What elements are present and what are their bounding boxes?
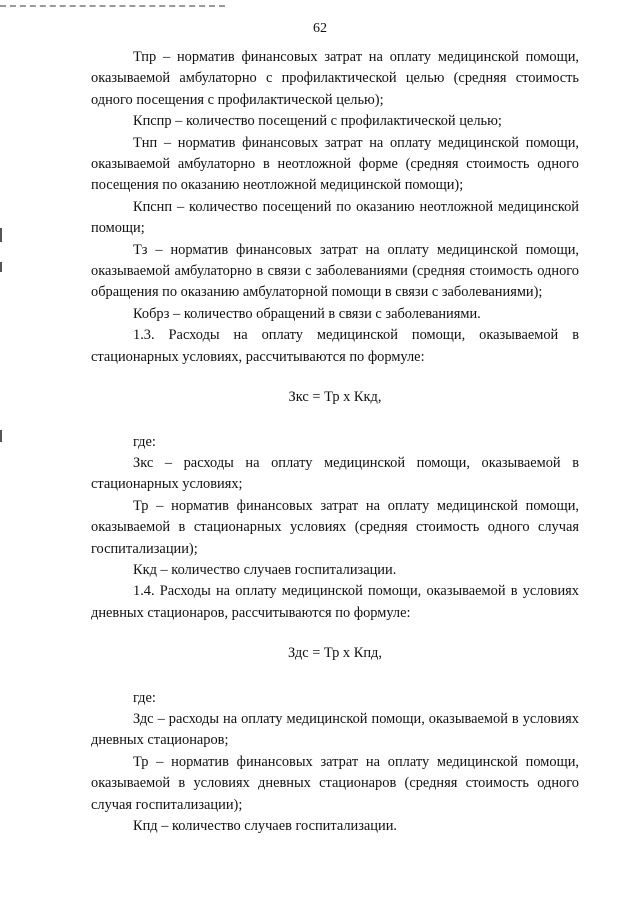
definition-kpd: Кпд – количество случаев госпитализации.	[133, 818, 397, 834]
definition-tnp: Тнп – норматив финансовых затрат на оплату медицинской помощи, оказываемой амбулаторно в неотложной форме (средняя стоимость одного посещения по оказанию неотложной медицинской помощи);	[91, 134, 579, 194]
formula-zds: Здс = Тр х Кпд,	[288, 645, 382, 662]
where-label: где:	[133, 433, 156, 450]
definition-zds: Здс – расходы на оплату медицинской помощи, оказываемой в условиях дневных стационаров;	[91, 710, 579, 749]
definition-kpspr: Кпспр – количество посещений с профилактической целью;	[133, 113, 502, 130]
definition-tr: Тр – норматив финансовых затрат на оплату медицинской помощи, оказываемой в условиях дневных стационаров (средняя стоимость одного случая госпитализации);	[91, 753, 579, 813]
section-1-4-paragraph: 1.4. Расходы на оплату медицинской помощи, оказываемой в условиях дневных стационаров, рассчитываются по формуле:	[91, 583, 579, 621]
definition-zks: Зкс – расходы на оплату медицинской помощи, оказываемой в стационарных условиях;	[91, 454, 579, 493]
document-body	[91, 47, 579, 837]
definition-tr: Тр – норматив финансовых затрат на оплату медицинской помощи, оказываемой в стационарных условиях (средняя стоимость одного случая госпитализации);	[91, 497, 579, 557]
scan-border-dash	[0, 5, 225, 7]
where-label: где:	[133, 689, 156, 706]
section-1-3-paragraph: 1.3. Расходы на оплату медицинской помощи, оказываемой в стационарных условиях, рассчитываются по формуле:	[91, 327, 579, 365]
definition-kobrz: Кобрз – количество обращений в связи с заболеваниями.	[133, 305, 481, 322]
scan-edge-mark	[0, 430, 2, 442]
definition-kpsnp: Кпснп – количество посещений по оказанию неотложной медицинской помощи;	[91, 198, 579, 237]
scan-edge-mark	[0, 262, 2, 272]
page-number: 62	[313, 21, 327, 36]
definition-tz: Тз – норматив финансовых затрат на оплату медицинской помощи, оказываемой амбулаторно в связи с заболеваниями (средняя стоимость одного обращения по оказанию амбулаторной помощи в связи с заболеваниями);	[91, 241, 579, 301]
scan-edge-mark	[0, 228, 2, 242]
formula-zks: Зкс = Тр х Ккд,	[288, 389, 382, 406]
definition-kkd: Ккд – количество случаев госпитализации.	[133, 561, 397, 578]
definition-tpr: Тпр – норматив финансовых затрат на оплату медицинской помощи, оказываемой амбулаторно с профилактической целью (средняя стоимость одного посещения с профилактической целью);	[91, 49, 579, 108]
